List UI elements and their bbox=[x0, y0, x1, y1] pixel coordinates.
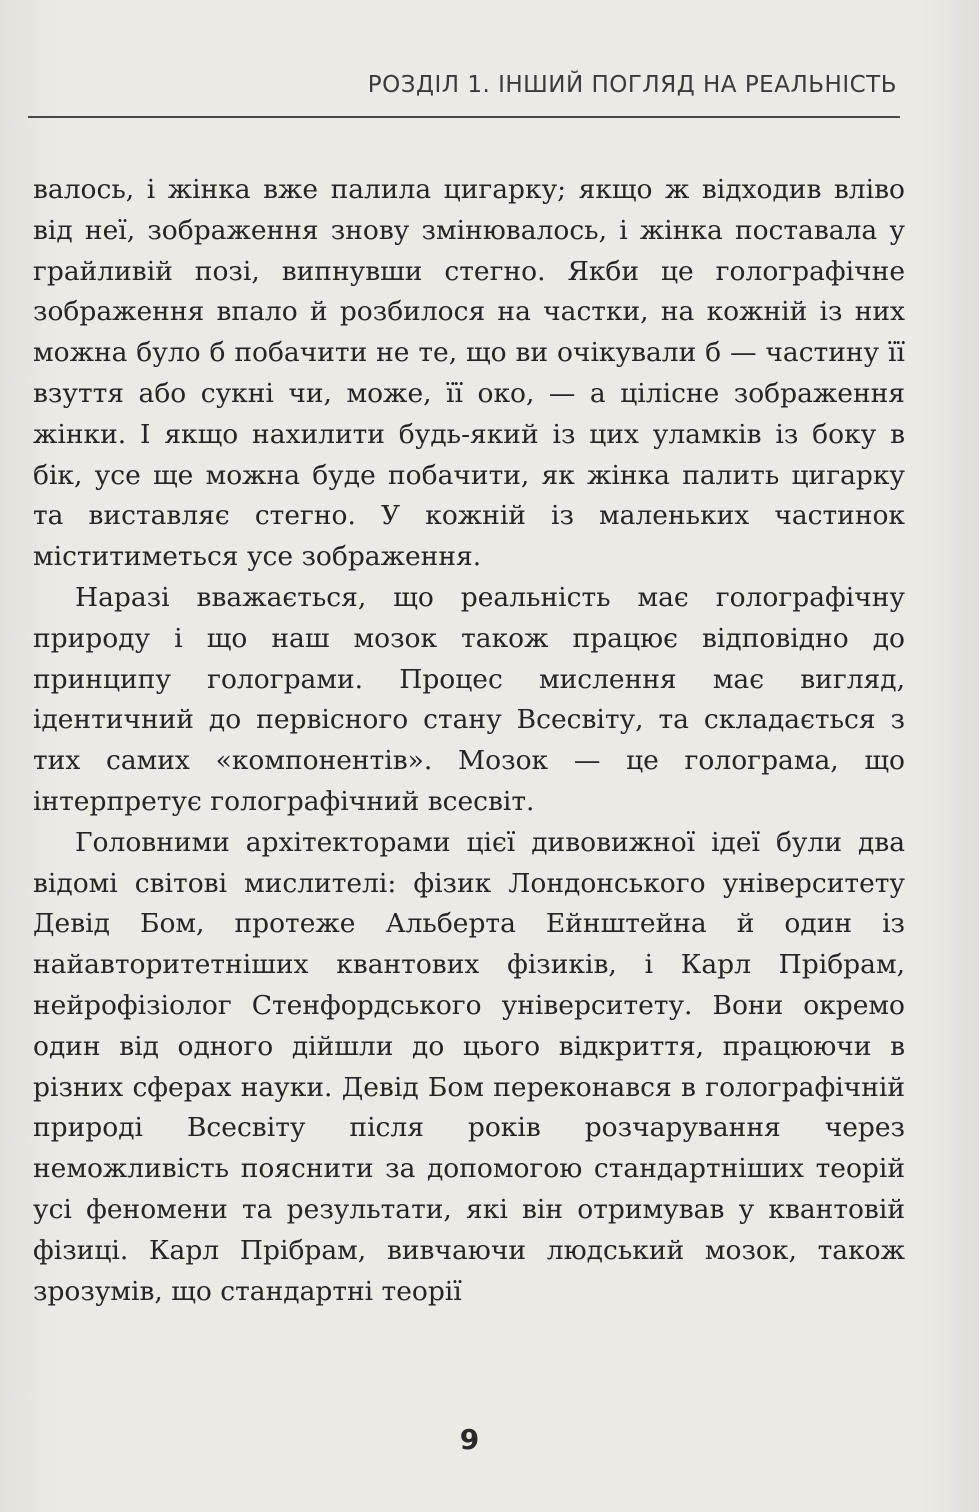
header-rule bbox=[28, 116, 900, 118]
paragraph-bohm-pribram: Головними архітекторами цієї дивовижної ідеї були два відомі світові мислителі: фізик Лондонського університету Девід Бом, протеже Альберта Ейнштейна й один із найавторитетніших квантових фізиків, і Карл Прібрам, нейрофізіолог Стенфордського університету. Вони окремо один від одного дійшли до цього відкриття, працюючи в різних сферах науки. Девід Бом переконався в голографічній природі Всесвіту після років розчарування через неможливість пояснити за допомогою стандартніших теорій усі феномени та результати, які він отримував у квантовій фізиці. Карл Прібрам, вивчаючи людський мозок, також зрозумів, що стандартні теорії bbox=[33, 826, 905, 1307]
running-head: РОЗДІЛ 1. ІНШИЙ ПОГЛЯД НА РЕАЛЬНІСТЬ bbox=[367, 72, 897, 98]
body-text bbox=[33, 170, 905, 1312]
paragraph-continued: валось, і жінка вже палила цигарку; якщо ж відходив вліво від неї, зображення знову змінювалось, і жінка поставала у грайливій позі, випнувши стегно. Якби це голографічне зображення впало й розбилося на частки, на кожній із них можна було б побачити не те, що ви очікували б — частину її взуття або сукні чи, може, її око, — а цілісне зображення жінки. І якщо нахилити будь-який із цих уламків із боку в бік, усе ще можна буде побачити, як жінка палить цигарку та виставляє стегно. У кожній із маленьких частинок міститиметься усе зображення. bbox=[33, 174, 905, 573]
page-number: 9 bbox=[459, 1423, 480, 1456]
paragraph-holographic-brain: Наразі вважається, що реальність має голографічну природу і що наш мозок також працює відповідно до принципу голограми. Процес мислення має вигляд, ідентичний до первісного стану Всесвіту, та складається з тих самих «компонентів». Мозок — це голограма, що інтерпретує голографічний всесвіт. bbox=[33, 581, 905, 817]
